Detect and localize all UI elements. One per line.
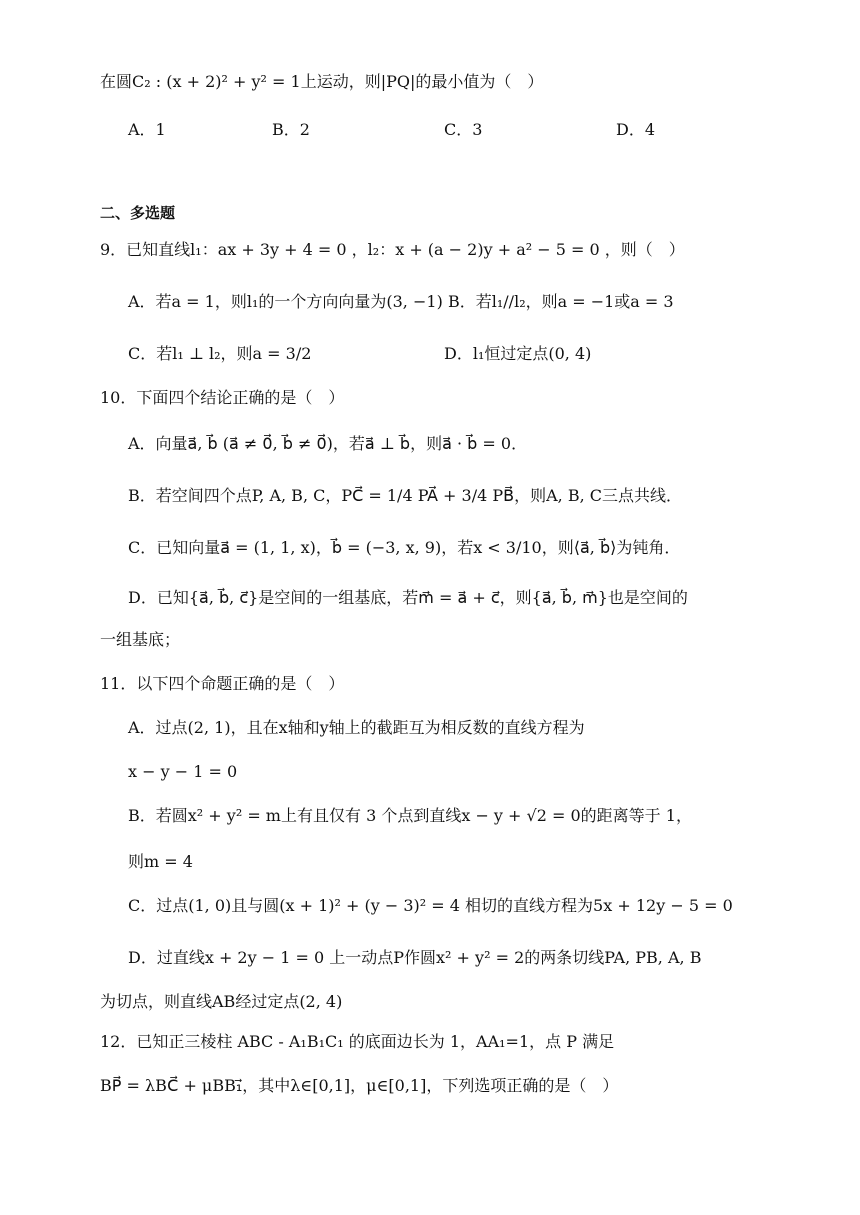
q8-option-b: B．2	[272, 120, 310, 139]
q11-option-a-line2: x − y − 1 = 0	[128, 762, 238, 781]
q12-stem-line1: 12．已知正三棱柱 ABC - A₁B₁C₁ 的底面边长为 1，AA₁=1，点 P 满足	[100, 1032, 615, 1051]
q10-option-d-line2: 一组基底；	[100, 630, 181, 649]
q8-continuation: 在圆C₂ : (x + 2)² + y² = 1上运动，则|PQ|的最小值为（ ）	[100, 72, 544, 91]
q11-option-d-line2: 为切点，则直线AB经过定点(2, 4)	[100, 992, 343, 1011]
q9-option-d: D．l₁恒过定点(0, 4)	[444, 344, 592, 363]
q9-option-b: B．若l₁//l₂，则a = −1或a = 3	[448, 292, 674, 311]
section-title: 二、多选题	[100, 204, 176, 222]
q11-stem: 11．以下四个命题正确的是（ ）	[100, 674, 345, 693]
q10-option-b: B．若空间四个点P, A, B, C，PC⃗ = 1/4 PA⃗ + 3/4 PB⃗，则A, B, C三点共线．	[128, 486, 683, 505]
q10-option-a: A．向量a⃗, b⃗ (a⃗ ≠ 0⃗, b⃗ ≠ 0⃗)，若a⃗ ⊥ b⃗，则a⃗ · b⃗ = 0．	[128, 434, 528, 453]
q12-stem-line2: BP⃗ = λBC⃗ + μBB₁⃗，其中λ∈[0,1]，μ∈[0,1]，下列选项正确的是（ ）	[100, 1076, 619, 1095]
q10-stem: 10．下面四个结论正确的是（ ）	[100, 388, 345, 407]
q8-option-d: D．4	[616, 120, 656, 139]
q11-option-d-line1: D．过直线x + 2y − 1 = 0 上一动点P作圆x² + y² = 2的两条切线PA, PB, A, B	[128, 948, 702, 967]
q11-option-b-line2: 则m = 4	[128, 852, 193, 871]
q9-option-a: A．若a = 1，则l₁的一个方向向量为(3, −1)	[128, 292, 443, 311]
q8-option-c: C．3	[444, 120, 483, 139]
q10-option-d-line1: D．已知{a⃗, b⃗, c⃗}是空间的一组基底，若m⃗ = a⃗ + c⃗，则{a⃗, b⃗, m⃗}也是空间的	[128, 588, 688, 607]
q9-option-c: C．若l₁ ⊥ l₂，则a = 3/2	[128, 344, 312, 363]
q11-option-a-line1: A．过点(2, 1)，且在x轴和y轴上的截距互为相反数的直线方程为	[128, 718, 585, 737]
q11-option-b-line1: B．若圆x² + y² = m上有且仅有 3 个点到直线x − y + √2 = 0的距离等于 1，	[128, 806, 692, 825]
q11-option-c: C．过点(1, 0)且与圆(x + 1)² + (y − 3)² = 4 相切的直线方程为5x + 12y − 5 = 0	[128, 896, 733, 915]
q8-option-a: A．1	[128, 120, 166, 139]
q10-option-c: C．已知向量a⃗ = (1, 1, x)，b⃗ = (−3, x, 9)，若x < 3/10，则⟨a⃗, b⃗⟩为钝角．	[128, 538, 681, 557]
q9-stem: 9．已知直线l₁：ax + 3y + 4 = 0 ，l₂：x + (a − 2)y + a² − 5 = 0 ，则（ ）	[100, 240, 685, 259]
